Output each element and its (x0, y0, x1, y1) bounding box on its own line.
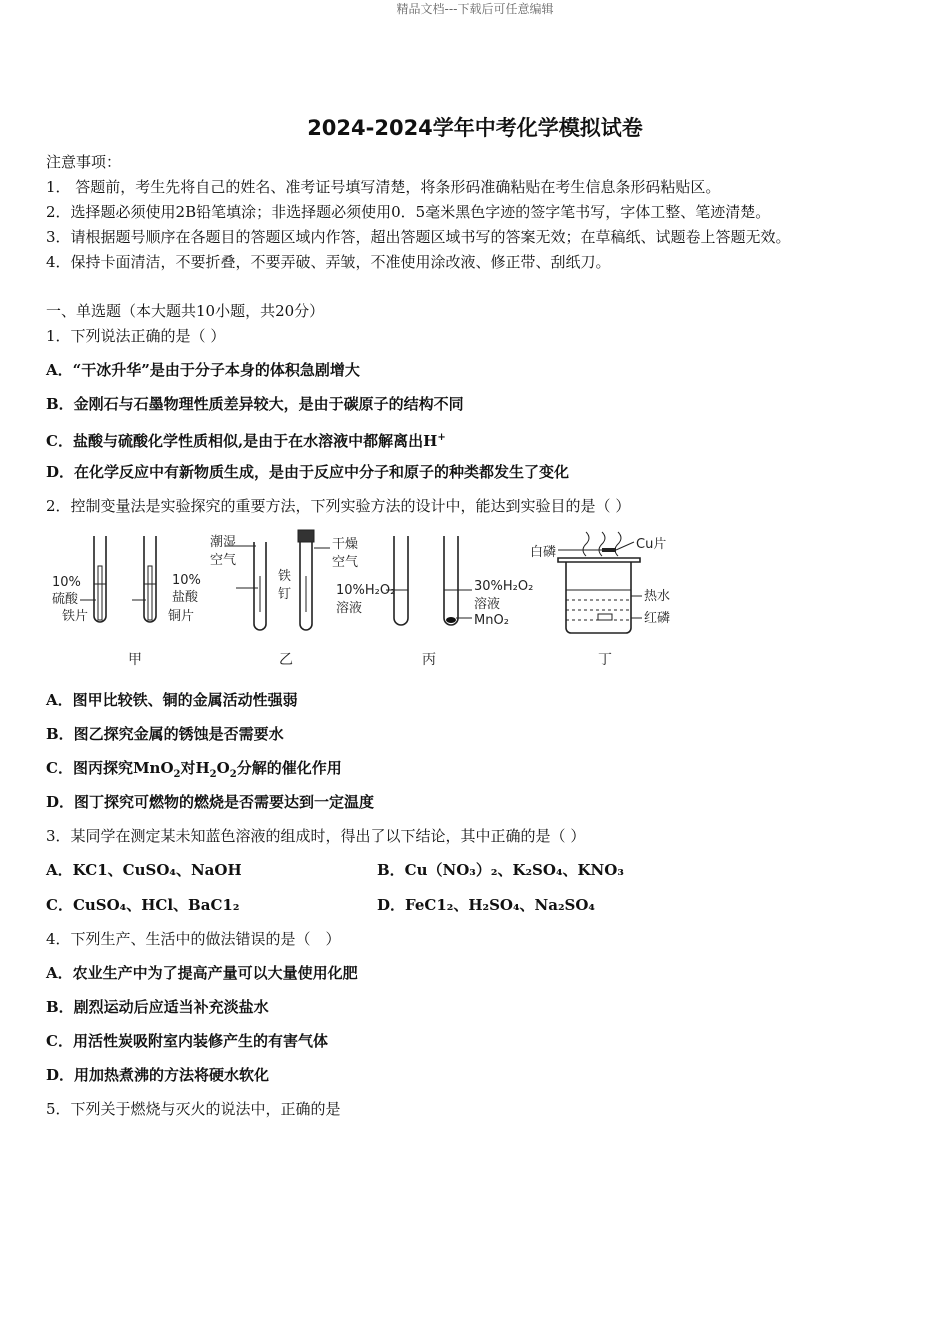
ding-white-phosphorus: 白磷 (530, 545, 557, 560)
q3-option-c: C．CuSO₄、HCl、BaC1₂ (46, 896, 240, 914)
jia-acid1: 10% (52, 575, 81, 590)
q3-option-a: A．KC1、CuSO₄、NaOH (46, 861, 242, 879)
q1-stem: 1．下列说法正确的是（ ） (46, 327, 226, 345)
notice-item-3: 3．请根据题号顺序在各题目的答题区域内作答，超出答题区域书写的答案无效；在草稿纸、试题卷上答题无效。 (46, 228, 791, 246)
section-heading: 一、单选题（本大题共10小题，共20分） (46, 302, 325, 320)
caption-ding: 丁 (598, 652, 612, 668)
jia-acid2-b: 盐酸 (172, 590, 199, 605)
q4-option-a: A．农业生产中为了提高产量可以大量使用化肥 (46, 964, 358, 982)
q3-stem: 3．某同学在测定某未知蓝色溶液的组成时，得出了以下结论，其中正确的是（ ） (46, 827, 586, 845)
ding-cu-sheet: Cu片 (636, 537, 667, 552)
jia-acid2: 10% (172, 573, 201, 588)
q4-option-c: C．用活性炭吸附室内装修产生的有害气体 (46, 1032, 328, 1050)
header-note: 精品文档---下载后可任意编辑 (396, 2, 554, 16)
ding-hot-water: 热水 (644, 589, 671, 604)
yi-air2: 干燥 (332, 537, 359, 552)
q3-option-b: B．Cu（NO₃）₂、K₂SO₄、KNO₃ (377, 861, 624, 879)
yi-air1-b: 空气 (210, 553, 237, 568)
q1-option-d: D．在化学反应中有新物质生成，是由于反应中分子和原子的种类都发生了变化 (46, 463, 570, 481)
notice-heading: 注意事项： (46, 153, 122, 171)
q1-option-a: A．“干冰升华”是由于分子本身的体积急剧增大 (46, 361, 360, 379)
caption-yi: 乙 (279, 652, 293, 668)
q1-option-c: C．盐酸与硫酸化学性质相似,是由于在水溶液中都解离出H+ (46, 432, 446, 450)
caption-bing: 丙 (422, 652, 436, 668)
q4-option-d: D．用加热煮沸的方法将硬水软化 (46, 1066, 270, 1084)
caption-jia: 甲 (128, 652, 142, 668)
q2-option-c: C．图丙探究MnO$_2$对$H_2O_2$分解的催化作用 (46, 759, 342, 780)
q4-option-b: B．剧烈运动后应适当补充淡盐水 (46, 998, 269, 1016)
yi-nail-b: 钉 (278, 587, 292, 602)
notice-item-1: 1． 答题前，考生先将自己的姓名、准考证号填写清楚，将条形码准确粘贴在考生信息条形码粘贴区。 (46, 178, 721, 196)
experiment-figure (46, 528, 686, 673)
jia-metal1: 铁片 (62, 609, 89, 624)
q4-stem: 4．下列生产、生活中的做法错误的是（ ） (46, 930, 341, 948)
q3-option-d: D．FeC1₂、H₂SO₄、Na₂SO₄ (377, 896, 596, 914)
notice-item-4: 4．保持卡面清洁，不要折叠，不要弄破、弄皱，不准使用涂改液、修正带、刮纸刀。 (46, 253, 611, 271)
q1-option-b: B．金刚石与石墨物理性质差异较大，是由于碳原子的结构不同 (46, 395, 464, 413)
bing-catalyst: MnO₂ (474, 613, 509, 628)
q2-stem: 2．控制变量法是实验探究的重要方法，下列实验方法的设计中，能达到实验目的是（ ） (46, 497, 631, 515)
ding-red-phosphorus: 红磷 (644, 611, 671, 626)
yi-air1: 潮湿 (210, 535, 237, 550)
page-title: 2024-2024学年中考化学模拟试卷 (307, 116, 643, 140)
q2-option-a: A．图甲比较铁、铜的金属活动性强弱 (46, 691, 298, 709)
bing-sol2-b: 溶液 (474, 597, 501, 612)
yi-nail: 铁 (278, 569, 292, 584)
yi-air2-b: 空气 (332, 555, 359, 570)
q2-option-b: B．图乙探究金属的锈蚀是否需要水 (46, 725, 284, 743)
jia-metal2: 铜片 (168, 609, 195, 624)
bing-sol1-b: 溶液 (336, 601, 363, 616)
q2-option-d: D．图丁探究可燃物的燃烧是否需要达到一定温度 (46, 793, 375, 811)
bing-sol2: 30%H₂O₂ (474, 579, 534, 594)
notice-item-2: 2．选择题必须使用2B铅笔填涂；非选择题必须使用0．5毫米黑色字迹的签字笔书写，字体工整、笔迹清楚。 (46, 203, 771, 221)
q5-stem: 5．下列关于燃烧与灭火的说法中，正确的是 (46, 1100, 341, 1118)
jia-acid1-b: 硫酸 (52, 592, 79, 607)
bing-sol1: 10%H₂O₂ (336, 583, 396, 598)
